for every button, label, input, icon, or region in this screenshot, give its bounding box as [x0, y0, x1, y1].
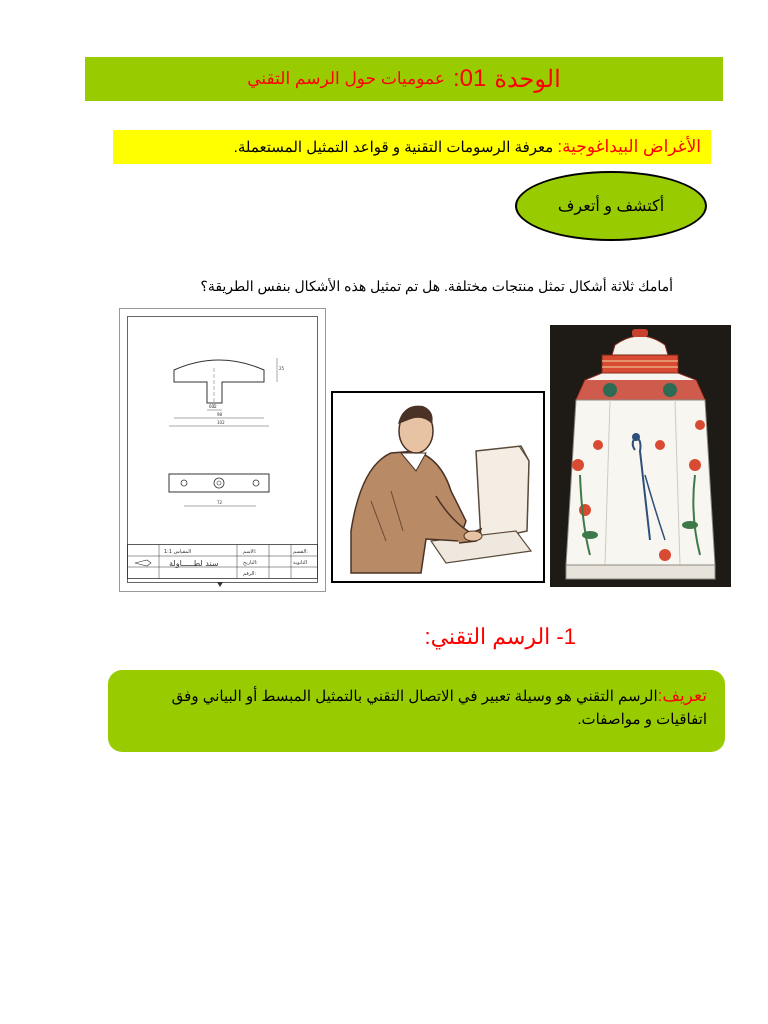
unit-number: 01: — [453, 65, 487, 92]
unit-banner — [85, 57, 723, 101]
dim-text: 602 — [209, 404, 217, 409]
definition-label: تعريف: — [657, 686, 707, 705]
piece-name: سند لطـــــاولة — [169, 559, 219, 568]
number-label: الرقم: — [243, 571, 257, 577]
goals-label: الأغراض البيداغوجية: — [557, 137, 701, 156]
section-title: 1- الرسم التقني: — [424, 624, 576, 649]
technical-drawing-svg — [119, 308, 326, 592]
technical-drawing-image — [119, 308, 326, 592]
school-label: الثانوية — [293, 560, 307, 566]
unit-label: الوحدة — [494, 65, 561, 93]
discover-label: أكتشف و أتعرف — [557, 198, 665, 215]
computer-user-image — [331, 391, 545, 583]
scale-text: المقياس 1:1 — [164, 549, 192, 555]
vase-svg — [550, 325, 731, 587]
dim-text: 25 — [279, 366, 285, 371]
question-text: أمامك ثلاثة أشكال تمثل منتجات مختلفة. هل تم تمثيل هذه الأشكال بنفس الطريقة؟ — [200, 278, 673, 294]
goals-text: معرفة الرسومات التقنية و قواعد التمثيل المستعملة. — [233, 139, 554, 156]
class-label: القسم: — [293, 549, 308, 555]
author-label: الاسم: — [243, 549, 257, 555]
dim-text: 98 — [217, 412, 223, 417]
dim-text: 102 — [217, 420, 225, 425]
vase-image — [550, 325, 731, 587]
dim-text: 72 — [217, 500, 223, 505]
unit-title: عموميات حول الرسم التقني — [247, 69, 445, 88]
computer-user-svg — [331, 391, 545, 583]
pedagogical-goals — [113, 130, 711, 164]
definition-text: الرسم التقني هو وسيلة تعبير في الاتصال التقني بالتمثيل المبسط أو البياني وفق اتفاقيات و مواصفات. — [171, 688, 707, 728]
definition-box — [108, 670, 725, 752]
discover-oval — [515, 171, 707, 241]
date-label: التاريخ: — [243, 560, 258, 566]
